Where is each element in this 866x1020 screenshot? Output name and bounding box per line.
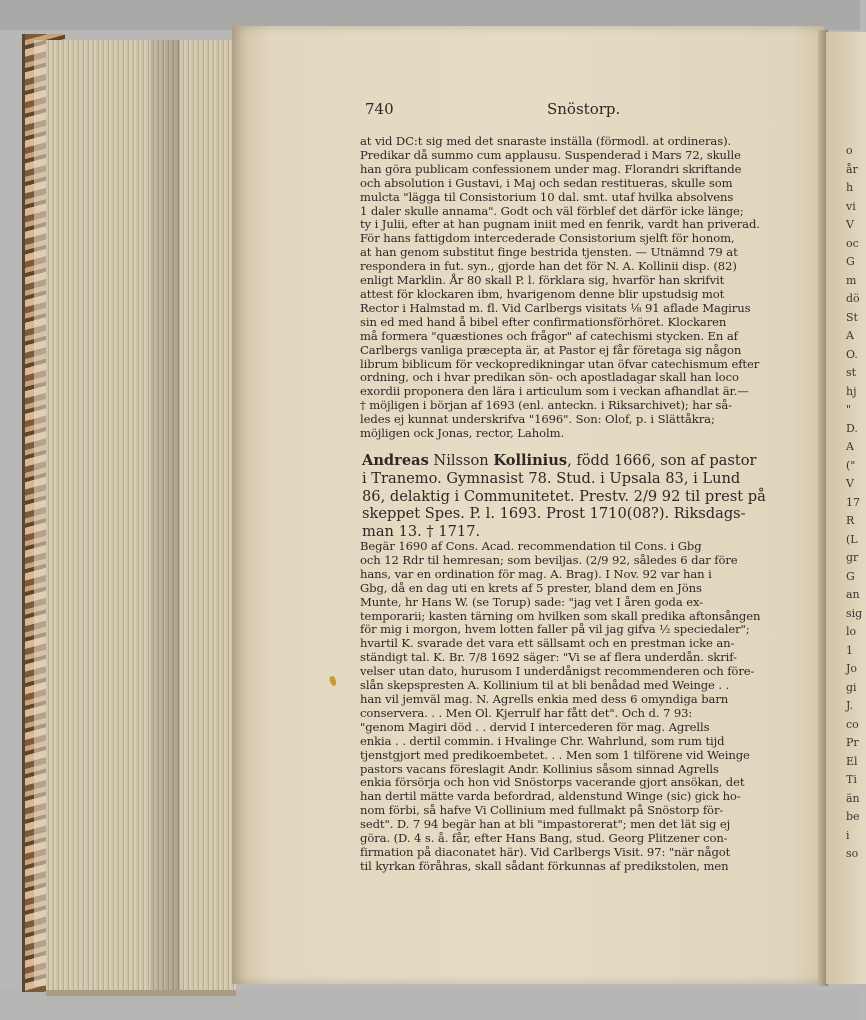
text-line: mulcta "lägga til Consistorium 10 dal. smt. utaf hvilka absolvens [360,189,734,204]
text-line: han vil jemväl mag. N. Agrells enkia med dess 6 omyndiga barn [360,691,729,706]
heading-line: Andreas Nilsson Kollinius, född 1666, son af pastor [362,452,757,469]
facing-page-fragment: gr [846,551,859,564]
text-line: möjligen ock Jonas, rector, Laholm. [360,426,565,441]
heading-line: man 13. † 1717. [362,523,481,541]
text-line: och 12 Rdr til hemresan; som beviljas. (2/9 92, således 6 dar före [360,552,738,567]
text-line: Gbg, då en dag uti en krets af 5 prester, bland dem en Jöns [360,580,702,595]
text-line: respondera in fut. syn., gjorde han det för N. A. Kollinii disp. (82) [360,259,737,274]
facing-page-fragment: lo [846,625,857,638]
text-line: pastors vacans föreslagit Andr. Kollinius såsom sinnad Agrells [360,761,719,776]
facing-page-fragment: D. [846,421,858,435]
facing-page-fragment: vi [846,199,856,213]
text-line: ledes ej kunnat underskrifva "1696". Son: Olof, p. i Slättåkra; [360,412,715,427]
text-line: slån skepspresten A. Kollinium til at bli benådad med Weinge . . [360,678,730,693]
text-line: För hans fattigdom intercederade Consistorium sjelft för honom, [360,231,735,246]
book-fore-edge [46,40,236,996]
facing-page-fragment: so [846,847,859,860]
fore-edge-shadow [150,40,180,990]
text-line: enligt Marklin. År 80 skall P. l. förklara sig, hvarför han skrifvit [360,273,725,288]
facing-page-fragment: sig [846,606,863,620]
text-line: velser utan dato, hurusom I underdånigst recommenderen och före- [360,664,755,679]
text-line: nom förbi, så hafve Vi Collinium med fullmakt på Snöstorp för- [360,803,724,818]
biography-entry-body [360,540,784,874]
text-line: 1 daler skulle annama". Godt och väl förblef det därför icke länge; [360,203,744,218]
text-line: at han genom substitut finge bestrida tjensten. — Utnämnd 79 at [360,245,738,260]
surname: Kollinius [493,452,568,469]
text-line: han dertil mätte varda befordrad, aldenstund Winge (sic) gick ho- [360,789,741,804]
facing-page-fragment: A [846,440,854,453]
text-line: ständigt tal. K. Br. 7/8 1692 säger: "Vi se af flera underdån. skrif- [360,650,737,665]
heading-line: 86, delaktig i Communitetet. Prestv. 2/9 92 til prest på [362,487,766,505]
continued-entry-text [360,135,784,441]
facing-page-fragment: be [846,810,860,823]
facing-page-fragment: St [846,310,858,324]
facing-page-fragment: dö [846,292,860,305]
text-line: exordii proponera den lära i articulum som i veckan afhandlat är.— [360,384,749,399]
facing-page-fragment: El [846,754,858,768]
biography-entry-heading [362,452,786,541]
facing-page-fragment: i [846,828,850,842]
text-line: ty i Julii, efter at han pugnam iniit med en fenrik, vardt han priverad. [360,217,760,232]
facing-page-fragment: V [846,477,854,490]
facing-page-fragment: an [846,588,860,601]
text-line: librum biblicum för veckopredikningar utan öfvar catechismum efter [360,356,760,371]
facing-page-fragment: o [846,144,853,157]
facing-page-fragment: st [846,366,857,379]
text-line: göra. (D. 4 s. å. får, efter Hans Bang, stud. Georg Plitzener con- [360,831,728,846]
text-line: Carlbergs vanliga præcepta är, at Pastor ej får företaga sig någon [360,342,742,357]
page-number: 740 [365,100,394,118]
facing-page-fragment: (" [846,458,856,472]
text-line: attest för klockaren ibm, hvarigenom denne blir upstudsig mot [360,286,725,301]
given-name: Andreas [362,452,429,469]
facing-page-fragment: m [846,273,857,287]
facing-page-fragment: (L [846,532,858,546]
text-line: för mig i morgon, hvem lotten faller på vil jag gifva ½ speciedaler"; [360,622,750,637]
text-line: må formera "quæstiones och frågor" af catechismi stycken. En af [360,328,738,343]
text-line: ordning, och i hvar predikan sön- och apostladagar skall han loco [360,370,739,385]
facing-page-fragment: h [846,181,854,194]
facing-page-fragment: co [846,717,859,731]
heading-line: i Tranemo. Gymnasist 78. Stud. i Upsala 83, i Lund [362,469,741,487]
text-line: tjenstgjort med predikoembetet. . . Men som 1 tilförene vid Weinge [360,747,750,762]
text-line: conservera. . . Men Ol. Kjerrulf har fått det". Och d. 7 93: [360,705,693,720]
facing-page-fragment: " [846,403,852,416]
text-line: och absolution i Gustavi, i Maj och sedan restitueras, skulle som [360,175,733,190]
text-line: "genom Magiri död . . dervid I intercederen för mag. Agrells [360,719,710,734]
text-line: Begär 1690 af Cons. Acad. recommendation til Cons. i Gbg [360,539,702,553]
text-line: † möjligen i början af 1693 (enl. anteckn. i Riksarchivet); har så- [360,398,732,413]
facing-page-fragment: R [846,514,855,527]
facing-page-fragment: 17 [846,495,860,509]
facing-page-fragment: år [846,162,858,176]
facing-page-fragment: G [846,569,855,583]
text-line: Predikar då summo cum applausu. Suspenderad i Mars 72, skulle [360,147,741,162]
text-line: hvartil K. svarade det vara ett sällsamt och en prestman icke an- [360,636,735,651]
facing-page-fragment: A [846,329,854,342]
running-head: Snöstorp. [547,100,621,118]
text-line: sedt". D. 7 94 begär han at bli "impastorerat"; men det lät sig ej [360,817,731,832]
facing-page-fragment: Pr [846,736,859,749]
text-line: han göra publicam confessionem under mag. Florandri skriftande [360,161,742,176]
page-header [365,100,785,120]
text-line: temporarii; kasten tärning om hvilken som skall predika aftonsången [360,608,761,623]
text-line: enkia försörja och hon vid Snöstorps vacerande gjort ansökan, det [360,775,745,790]
facing-page-fragment: gi [846,680,857,694]
text-line: sin ed med hand å bibel efter confirmationsförhöret. Klockaren [360,314,727,329]
facing-page-fragment: G [846,255,855,268]
text-line: firmation på diaconatet här). Vid Carlbergs Visit. 97: "när något [360,844,731,859]
facing-page-fragment: oc [846,236,859,250]
facing-page-fragment: 1 [846,643,853,657]
facing-page-fragment: än [846,791,860,805]
facing-page-fragment: hj [846,384,857,398]
facing-page-fragment: O. [846,347,858,361]
facing-page-fragment: J. [846,699,854,712]
heading-line: skeppet Spes. P. l. 1693. Prost 1710(08?). Riksdags- [362,505,746,523]
text-line: Rector i Halmstad m. fl. Vid Carlbergs visitats ⅛ 91 aflade Magirus [360,300,751,315]
facing-page-fragment: Ti [846,773,857,786]
text-line: hans, var en ordination för mag. A. Brag). I Nov. 92 var han i [360,566,712,581]
text-line: til kyrkan föråhras, skall sådant förkunnas af predikstolen, men [360,858,729,873]
text-line: at vid DC:t sig med det snaraste inställa (förmodl. at ordineras). [360,134,732,148]
text-line: Munte, hr Hans W. (se Torup) sade: "jag vet I åren goda ex- [360,594,704,609]
text-line: enkia . . dertil commin. i Hvalinge Chr. Wahrlund, som rum tijd [360,733,725,748]
facing-page-fragment: V [846,218,854,231]
facing-page-fragment: Jo [846,662,858,675]
